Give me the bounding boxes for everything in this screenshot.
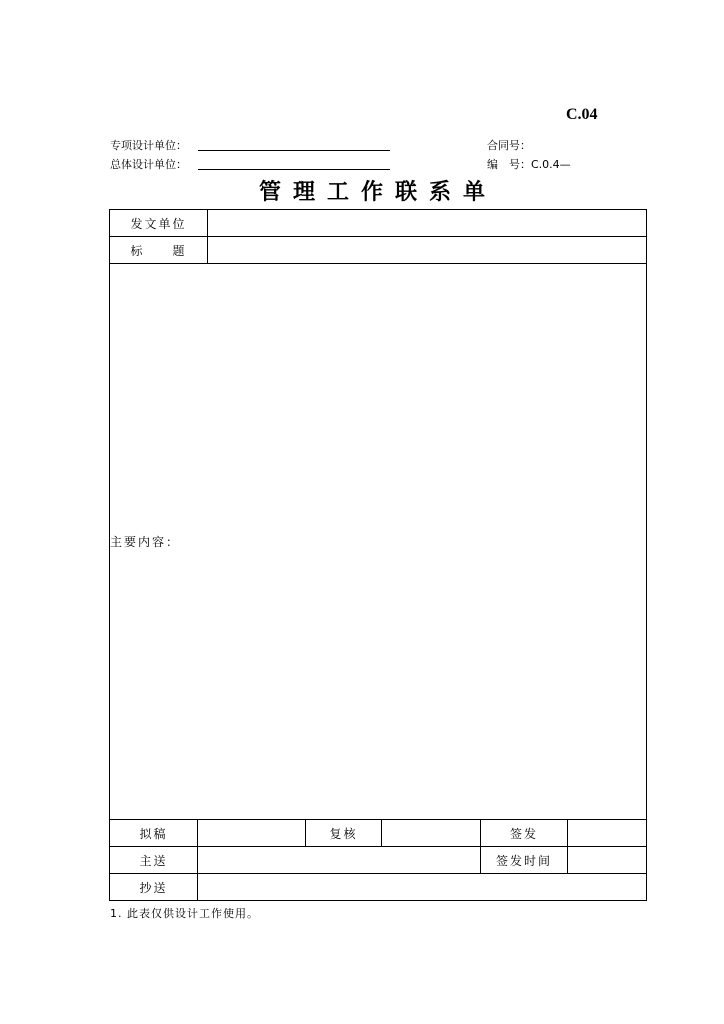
footnote: 1. 此表仅供设计工作使用。 <box>110 907 259 920</box>
contact-form-table <box>109 209 647 901</box>
sender-unit-field[interactable] <box>208 210 647 237</box>
issuer-label: 签发 <box>481 820 568 847</box>
document-title: 管理工作联系单 <box>258 180 497 205</box>
main-content-area[interactable] <box>110 264 647 820</box>
drafter-field[interactable] <box>198 820 306 847</box>
form-code: C.04 <box>566 106 598 123</box>
cc-label: 抄送 <box>110 874 198 901</box>
subject-label: 标 题 <box>110 237 208 264</box>
drafter-label: 拟稿 <box>110 820 198 847</box>
recipient-field[interactable] <box>198 847 481 874</box>
contract-no-label: 合同号： <box>487 139 531 152</box>
general-design-unit-line[interactable] <box>198 169 390 170</box>
subject-field[interactable] <box>208 237 647 264</box>
issue-time-field[interactable] <box>568 847 647 874</box>
reviewer-field[interactable] <box>382 820 481 847</box>
recipient-label: 主送 <box>110 847 198 874</box>
sender-unit-label: 发文单位 <box>110 210 208 237</box>
cc-field[interactable] <box>198 874 647 901</box>
issue-time-label: 签发时间 <box>481 847 568 874</box>
special-design-unit-label: 专项设计单位： <box>110 139 187 152</box>
reviewer-label: 复核 <box>306 820 382 847</box>
issuer-field[interactable] <box>568 820 647 847</box>
general-design-unit-label: 总体设计单位： <box>110 158 187 171</box>
serial-no-label: 编 号：C.0.4— <box>487 158 571 171</box>
main-content-label: 主要内容： <box>110 535 181 549</box>
special-design-unit-line[interactable] <box>198 150 390 151</box>
